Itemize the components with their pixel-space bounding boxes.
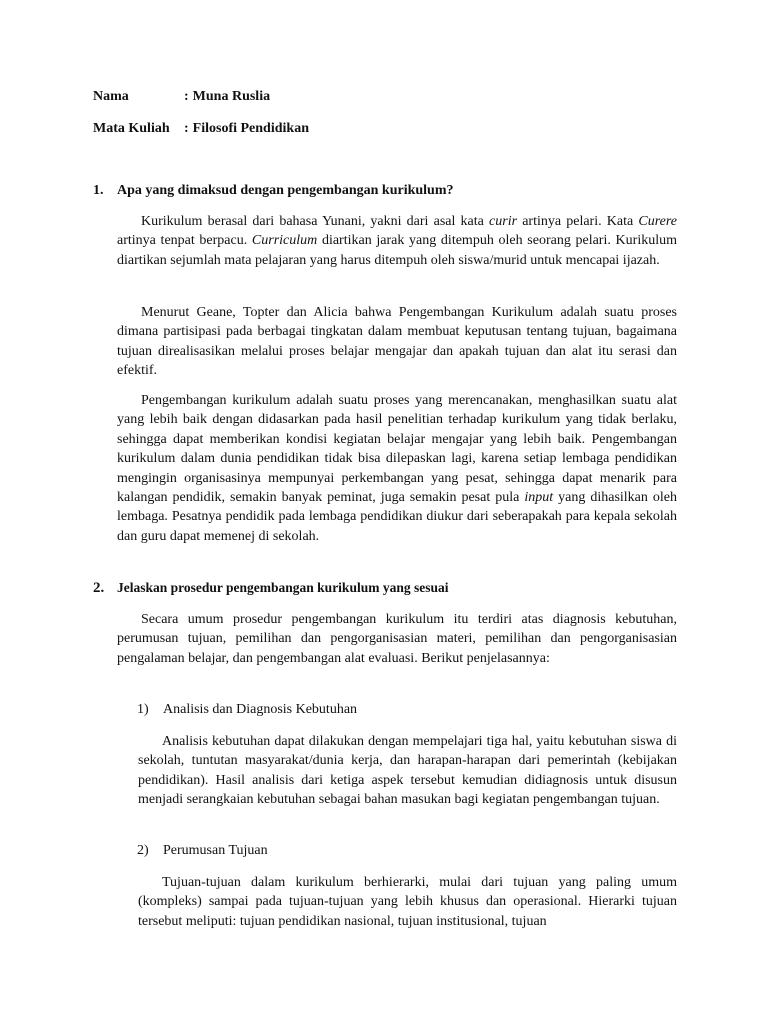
course-label: Mata Kuliah [93,121,170,136]
course-value: Filosofi Pendidikan [192,121,309,136]
course-line [93,121,309,137]
q1-p1-text-a: Kurikulum berasal dari bahasa Yunani, yakni dari asal kata [141,214,490,229]
q1-p3-text-a: Pengembangan kurikulum adalah suatu proses yang merencanakan, menghasilkan suatu alat yang lebih baik dengan didasarkan pada hasil penelitian terhadap kurikulum yang tidak berlaku, sehingga dapat memberikan kondisi kegiatan belajar mengajar yang lebih baik. Pengembangan kurikulum dalam dunia pendidikan tidak bisa dilepaskan lagi, karena setiap lembaga pendidikan mengingin organisasinya mempunyai perkembangan yang pesat, sehingga dapat menarik para kalangan pendidik, semakin banyak peminat, juga semakin pesat pula [117,393,677,506]
q1-p1-term-curir: curir [489,214,518,229]
question-1-number: 1. [93,183,104,198]
q2-intro-paragraph: Secara umum prosedur pengembangan kurikulum itu terdiri atas diagnosis kebutuhan, perumusan tujuan, pemilihan dan pengorganisasian materi, pemilihan dan pengorganisasian pengalaman belajar, dan pengembangan alat evaluasi. Berikut penjelasannya: [117,612,677,666]
question-2-number: 2. [93,580,105,596]
q1-p1-term-curriculum: Curriculum [251,233,318,249]
question-1-title: Apa yang dimaksud dengan pengembangan kurikulum? [117,183,454,198]
question-2-title: Jelaskan prosedur pengembangan kurikulum yang sesuai [117,580,449,595]
q1-p3-text-c: yang dihasilkan oleh lembaga. Pesatnya pendidik pada lembaga pendidikan diukur dari seberapakah para kepala sekolah dan guru dapat memenej di sekolah. [117,490,677,544]
q1-p1-text-c: artinya pelari. Kata [517,214,639,229]
subsection-2-paragraph: Tujuan-tujuan dalam kurikulum berhierarki, mulai dari tujuan yang paling umum (kompleks) sampai pada tujuan-tujuan yang lebih khusus dan operasional. Hierarki tujuan tersebut meliputi: tujuan pendidikan nasional, tujuan institusional, tujuan [138,875,677,929]
subsection-1-title: Analisis dan Diagnosis Kebutuhan [163,702,358,717]
q1-p1-text-g: diartikan jarak yang ditempuh oleh seorang pelari. Kurikulum diartikan sejumlah mata pelajaran yang harus ditempuh oleh siswa/murid untuk mencapai ijazah. [117,233,677,268]
name-line [93,89,270,105]
subsection-1-heading [137,701,357,719]
subsection-2-number: 2) [137,843,149,858]
name-label: Nama [93,89,129,104]
q1-paragraph-3 [117,391,677,546]
q1-paragraph-1 [117,212,677,270]
q1-p1-text-e: artinya tenpat berpacu. [117,233,252,249]
subsection-2-title: Perumusan Tujuan [163,843,268,858]
question-1-heading [93,182,454,200]
subsection-2-heading [137,842,268,860]
name-value: Muna Ruslia [192,89,271,104]
name-separator: : [184,89,189,104]
q1-p3-term-input: input [524,490,554,506]
subsection-1-paragraph: Analisis kebutuhan dapat dilakukan dengan mempelajari tiga hal, yaitu kebutuhan siswa di sekolah, tuntutan masyarakat/dunia kerja, dan harapan-harapan dari pemerintah (kebijakan pendidikan). Hasil analisis dari ketiga aspek tersebut kemudian didiagnosis untuk disusun menjadi serangkaian kebutuhan sebagai bahan masukan bagi kegiatan pengembangan tujuan. [138,734,677,808]
question-2-heading [93,579,449,597]
course-separator: : [184,121,189,136]
subsection-1-number: 1) [137,702,149,717]
q1-p1-term-curere: Curere [638,214,677,229]
q1-paragraph-2: Menurut Geane, Topter dan Alicia bahwa Pengembangan Kurikulum adalah suatu proses dimana partisipasi pada berbagai tingkatan dalam membuat keputusan tentang tujuan, bagaimana tujuan direalisasikan melalui proses belajar mengajar dan apakah tujuan dan alat itu serasi dan efektif. [117,305,677,379]
